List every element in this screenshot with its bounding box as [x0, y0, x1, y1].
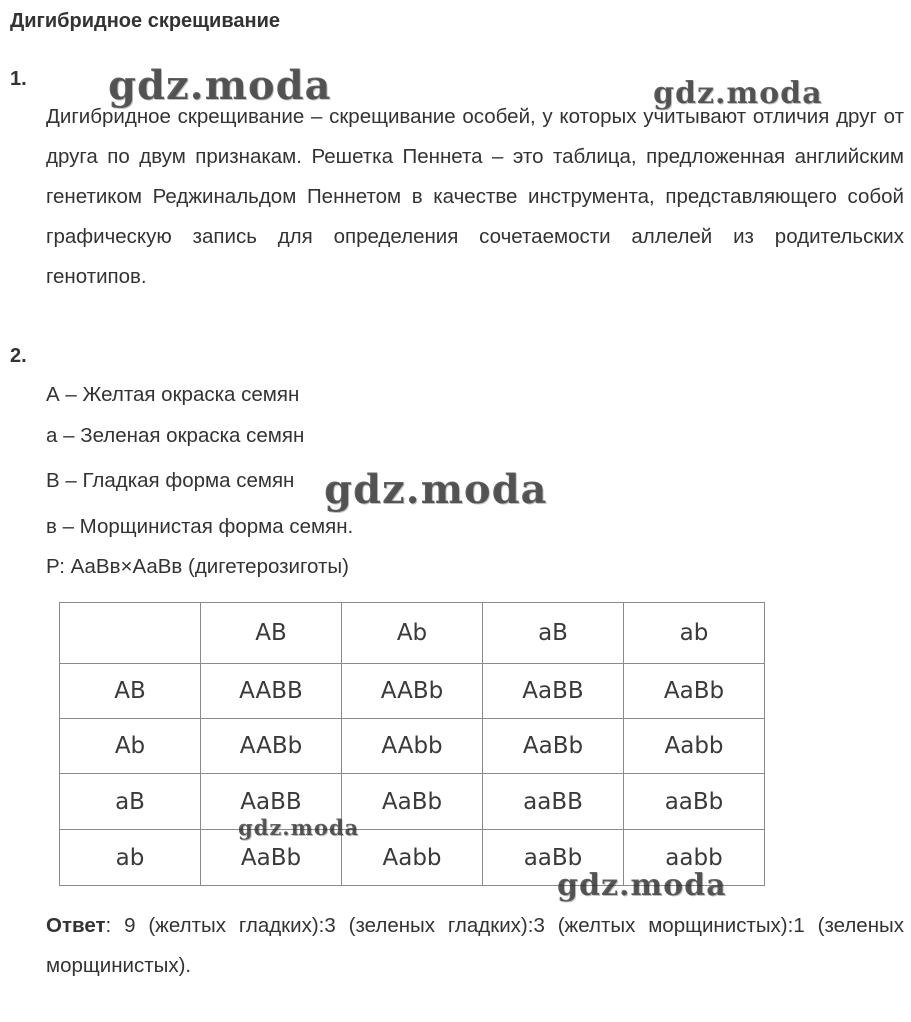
punnett-cell: AAbb — [342, 719, 483, 774]
punnett-cell: AABb — [201, 719, 342, 774]
watermark: gdz.moda — [108, 62, 332, 109]
punnett-row — [60, 774, 765, 830]
watermark: gdz.moda — [324, 466, 548, 513]
punnett-header-row — [60, 603, 765, 664]
punnett-cell: aaBb — [624, 774, 765, 830]
answer-label: Ответ — [46, 914, 106, 937]
punnett-row — [60, 719, 765, 774]
punnett-cell: Aabb — [624, 719, 765, 774]
watermark: gdz.moda — [238, 815, 360, 840]
punnett-cell: aabb — [624, 830, 765, 886]
punnett-cell: AaBB — [201, 774, 342, 830]
allele-line-2: а – Зеленая окраска семян — [46, 424, 305, 447]
punnett-header-cell: Ab — [342, 603, 483, 664]
answer-paragraph — [46, 906, 904, 986]
punnett-header-cell: aB — [483, 603, 624, 664]
punnett-square — [59, 602, 765, 886]
section-1-text: Дигибридное скрещивание – скрещивание особей, у которых учитывают отличия друг от друга по двум признакам. Решетка Пеннета – это таблица, предложенная английским генетиком Реджинальдом Пеннетом в качестве инструмента, представляющего собой графическую запись для определения сочетаемости аллелей из родительских генотипов. — [46, 105, 904, 288]
punnett-corner-cell — [60, 603, 201, 664]
punnett-row — [60, 664, 765, 719]
punnett-cell: aaBb — [483, 830, 624, 886]
punnett-header-cell: ab — [624, 603, 765, 664]
punnett-row-gamete: Ab — [60, 719, 201, 774]
allele-line-1: А – Желтая окраска семян — [46, 383, 300, 406]
punnett-cell: aaBB — [483, 774, 624, 830]
punnett-row-gamete: ab — [60, 830, 201, 886]
punnett-cell: AaBb — [624, 664, 765, 719]
section-1-number: 1. — [10, 68, 27, 90]
answer-text: : 9 (желтых гладких):3 (зеленых гладких):3 (желтых морщинистых):1 (зеленых морщинистых). — [46, 914, 904, 977]
section-2-number: 2. — [10, 345, 27, 367]
punnett-cell: AABB — [201, 664, 342, 719]
punnett-header-cell: AB — [201, 603, 342, 664]
watermark: gdz.moda — [653, 76, 823, 111]
page-title: Дигибридное скрещивание — [10, 10, 280, 32]
punnett-cell: Aabb — [342, 830, 483, 886]
punnett-row-gamete: aB — [60, 774, 201, 830]
punnett-cell: AaBb — [201, 830, 342, 886]
allele-line-4: в – Морщинистая форма семян. — [46, 515, 354, 538]
punnett-cell: AaBB — [483, 664, 624, 719]
watermark: gdz.moda — [557, 868, 727, 903]
punnett-cell: AaBb — [342, 774, 483, 830]
punnett-cell: AABb — [342, 664, 483, 719]
allele-line-3: В – Гладкая форма семян — [46, 469, 295, 492]
parents-line: Р: АаВв×АаВв (дигетерозиготы) — [46, 555, 349, 578]
punnett-cell: AaBb — [483, 719, 624, 774]
punnett-row-gamete: AB — [60, 664, 201, 719]
